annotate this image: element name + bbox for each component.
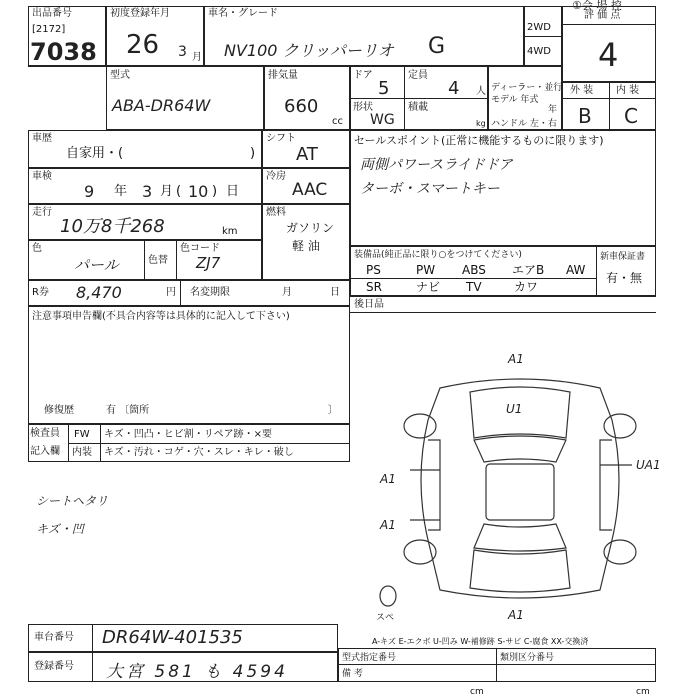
history-label: 車歴 bbox=[32, 133, 52, 144]
handwritten-note-1: シートヘタリ bbox=[36, 494, 109, 508]
shape-value: WG bbox=[370, 112, 395, 128]
after-label: 後日品 bbox=[354, 299, 384, 310]
lot-code: [2172] bbox=[32, 24, 66, 35]
doors-label: ドア bbox=[353, 70, 373, 81]
fuel-label: 燃料 bbox=[266, 207, 286, 218]
inspection-close-paren: ) bbox=[212, 184, 218, 199]
exterior-grade: B bbox=[578, 104, 592, 128]
mark-rear: A1 bbox=[508, 608, 524, 622]
inspection-day: 10 bbox=[188, 182, 209, 201]
interior-grade: C bbox=[624, 104, 638, 128]
spare-note: スペ bbox=[376, 613, 395, 623]
mark-left-rear: A1 bbox=[380, 518, 396, 532]
inspection-day-unit: 日 bbox=[226, 184, 240, 199]
model-label: 車名・グレード bbox=[208, 8, 278, 19]
car-right-side bbox=[600, 440, 612, 530]
first-reg-month-unit: 月 bbox=[192, 52, 202, 63]
first-reg-year: 26 bbox=[126, 30, 160, 60]
color-label: 色 bbox=[32, 243, 42, 254]
ac-value: AAC bbox=[292, 180, 328, 200]
inspection-open-paren: ( bbox=[176, 184, 182, 199]
equip-navi: ナビ bbox=[416, 280, 441, 294]
ac-label: 冷房 bbox=[266, 171, 286, 182]
type-value: ABA-DR64W bbox=[112, 96, 211, 115]
type-cert-label: 型式指定番号 bbox=[342, 653, 397, 663]
chassis-label: 車台番号 bbox=[34, 632, 74, 643]
cert-vdivider bbox=[496, 648, 497, 682]
chassis-vdivider bbox=[92, 624, 93, 652]
sales-label: セールスポイント(正常に機能するものに限ります) bbox=[354, 134, 604, 147]
cm-unit-1: cm bbox=[470, 687, 484, 697]
equip-sr: SR bbox=[366, 280, 382, 294]
name-change-month: 月 bbox=[282, 287, 292, 298]
interior-check-label: 内装 bbox=[72, 447, 92, 458]
handle-label: ハンドル 左・右 bbox=[491, 119, 557, 129]
inspection-label: 車検 bbox=[32, 171, 52, 182]
grade: G bbox=[428, 34, 446, 59]
car-windshield bbox=[474, 436, 566, 462]
new-cert-value: 有・無 bbox=[606, 271, 643, 285]
displacement-label: 排気量 bbox=[268, 70, 298, 81]
sales-line1: 両側パワースライドドア bbox=[360, 157, 513, 173]
chassis-value: DR64W-401535 bbox=[102, 627, 243, 648]
spare-tire bbox=[380, 586, 396, 606]
equip-abs: ABS bbox=[462, 263, 486, 277]
wheel-front-left bbox=[404, 414, 436, 438]
interior-items: キズ・汚れ・コゲ・穴・スレ・キレ・破し bbox=[104, 447, 294, 458]
equip-tv: TV bbox=[466, 280, 482, 294]
person-unit: 人 bbox=[476, 86, 486, 97]
equipment-label: 装備品(純正品に限り○をつけてください) bbox=[354, 250, 522, 260]
history-value: 自家用・( bbox=[66, 146, 124, 161]
lot-label: 出品番号 bbox=[32, 8, 72, 19]
first-reg-label: 初度登録年月 bbox=[110, 8, 170, 19]
recycle-value: 8,470 bbox=[76, 283, 122, 302]
equip-aw: AW bbox=[566, 263, 586, 277]
remarks-label: 備 考 bbox=[342, 669, 363, 679]
equip-pw: PW bbox=[416, 263, 436, 277]
cc-unit: cc bbox=[332, 116, 343, 127]
equip-airbag: エアB bbox=[512, 263, 545, 277]
repair-label: 修復歴 bbox=[44, 405, 74, 416]
inspection-year-unit: 年 bbox=[114, 184, 128, 199]
class-label: 類別区分番号 bbox=[500, 653, 555, 663]
fuel-gasoline: ガソリン bbox=[286, 221, 335, 235]
inspection-year: 9 bbox=[84, 182, 95, 201]
handwritten-note-2: キズ・凹 bbox=[36, 522, 84, 536]
repaint-label: 色替 bbox=[148, 255, 168, 266]
inspection-month: 3 bbox=[142, 182, 153, 201]
cert-divider bbox=[338, 664, 656, 665]
interior-label: 内 装 bbox=[616, 85, 640, 96]
model-year-label: モデル 年式 bbox=[491, 95, 539, 105]
sales-line2: ターボ・スマートキー bbox=[360, 181, 500, 197]
equip-leather: カワ bbox=[514, 280, 539, 294]
color-value: パール bbox=[74, 256, 119, 274]
mark-right: UA1 bbox=[636, 458, 661, 472]
mileage-label: 走行 bbox=[32, 207, 52, 218]
model-name: NV100 クリッパーリオ bbox=[224, 41, 394, 60]
repair-value: 有 〔箇所 bbox=[106, 405, 150, 416]
mileage-value: 10万8千268 bbox=[60, 216, 165, 237]
wheel-front-right bbox=[604, 414, 636, 438]
reg-vdivider bbox=[92, 652, 93, 682]
year-unit: 年 bbox=[548, 105, 558, 115]
reg-value: 大宮 581 も 4594 bbox=[106, 662, 288, 682]
cm-unit-2: cm bbox=[636, 687, 650, 697]
shape-label: 形状 bbox=[353, 102, 373, 113]
history-close: ) bbox=[250, 146, 256, 161]
color-code-value: ZJ7 bbox=[196, 254, 221, 272]
load-label: 積載 bbox=[408, 102, 428, 113]
inspection-month-unit: 月 bbox=[160, 184, 174, 199]
fuel-light-oil: 軽 油 bbox=[292, 239, 320, 253]
exterior-label: 外 装 bbox=[570, 85, 594, 96]
car-rear-window bbox=[474, 524, 566, 551]
recycle-label: R券 bbox=[32, 287, 49, 298]
equip-ps: PS bbox=[366, 263, 381, 277]
doors-value: 5 bbox=[378, 78, 390, 99]
mark-front: A1 bbox=[508, 352, 524, 366]
drive-4wd: 4WD bbox=[527, 46, 551, 57]
dealer-label: ディーラー・並行 bbox=[491, 83, 563, 93]
mark-hood: U1 bbox=[506, 402, 523, 416]
lot-number: 7038 bbox=[30, 38, 97, 66]
car-rear bbox=[470, 550, 570, 592]
first-reg-month: 3 bbox=[178, 44, 187, 60]
new-cert-label: 新車保証書 bbox=[600, 252, 646, 262]
reg-label: 登録番号 bbox=[34, 661, 74, 672]
capacity-label: 定員 bbox=[408, 70, 428, 81]
type-label: 型式 bbox=[110, 70, 130, 81]
color-code-label: 色コード bbox=[180, 243, 220, 254]
score-value: 4 bbox=[598, 36, 619, 74]
km-unit: km bbox=[222, 226, 238, 237]
damage-legend: A-キズ E-エクボ U-凹み W-補修跡 S-サビ C-腐食 XX-交換済 bbox=[372, 637, 589, 646]
entry-label: 記入欄 bbox=[30, 446, 60, 457]
recycle-unit: 円 bbox=[166, 287, 176, 298]
shift-label: シフト bbox=[266, 133, 296, 144]
fw-label: FW bbox=[74, 429, 90, 440]
score-label: 評 価 点 bbox=[584, 10, 621, 21]
car-roof bbox=[486, 464, 554, 520]
kg-unit: kg bbox=[476, 119, 486, 128]
name-change-day: 日 bbox=[330, 287, 340, 298]
mark-left-front: A1 bbox=[380, 472, 396, 486]
name-change-label: 名変期限 bbox=[190, 287, 230, 298]
shift-value: AT bbox=[296, 144, 318, 165]
top-right-note: ①会 場 控 bbox=[572, 0, 622, 12]
repair-close: 〕 bbox=[328, 405, 338, 416]
inspector-label: 検査員 bbox=[30, 428, 60, 439]
car-left-side bbox=[428, 440, 440, 530]
displacement-value: 660 bbox=[284, 96, 319, 117]
fw-items: キズ・凹凸・ヒビ割・リペア跡・×要 bbox=[104, 429, 272, 440]
caution-label: 注意事項申告欄(不具合内容等は具体的に記入して下さい) bbox=[32, 311, 290, 322]
drive-2wd: 2WD bbox=[527, 22, 551, 33]
capacity-value: 4 bbox=[448, 78, 460, 99]
